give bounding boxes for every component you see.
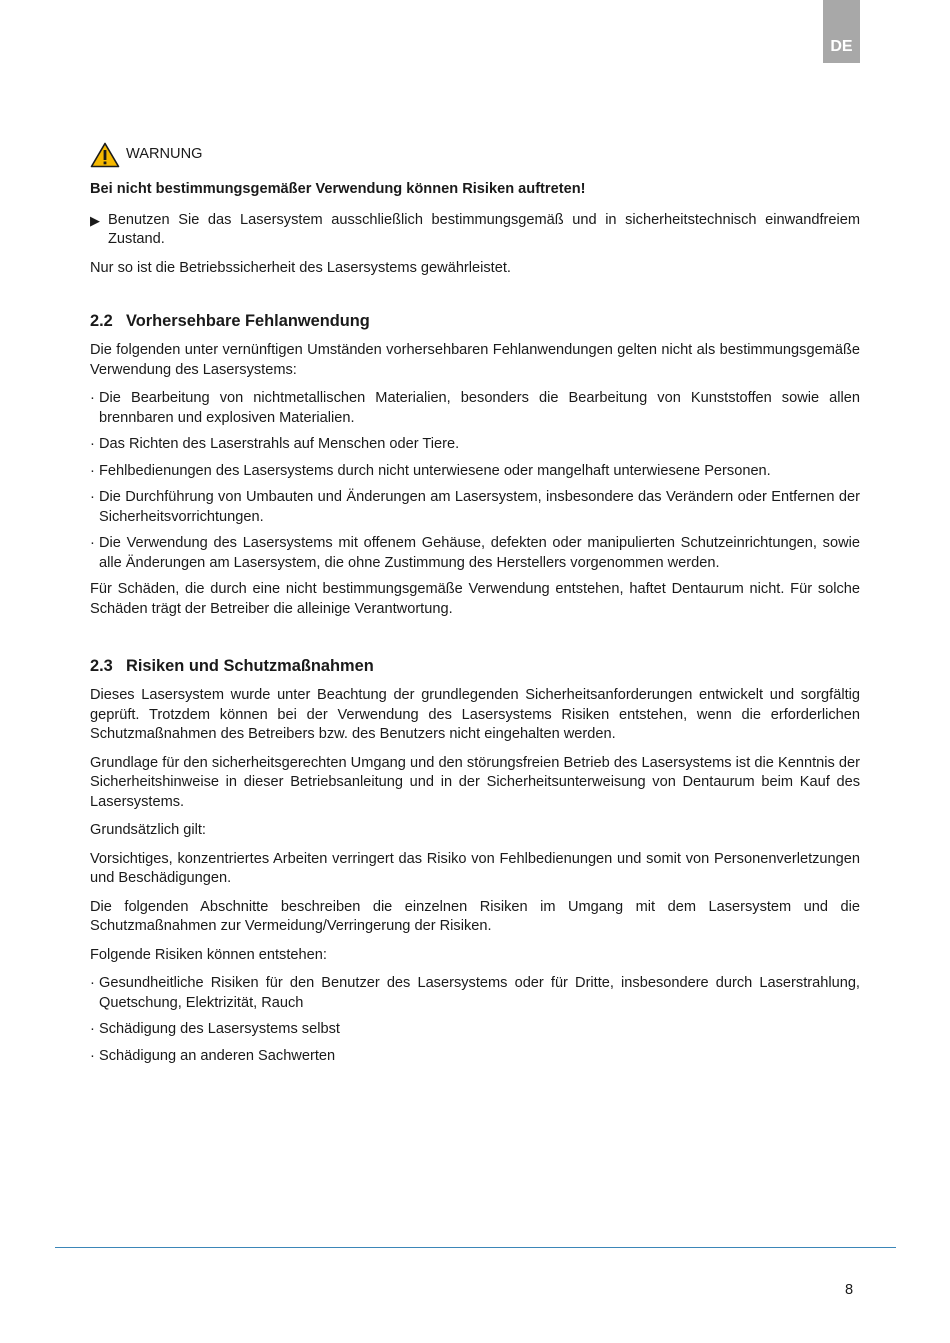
section-2-3-title: Risiken und Schutzmaßnahmen <box>126 657 374 675</box>
warning-label: WARNUNG <box>126 146 203 163</box>
triangle-right-icon: ▶ <box>90 212 100 228</box>
section-2-3-paragraph: Grundsätzlich gilt: <box>90 822 206 838</box>
warning-header <box>90 140 860 170</box>
list-item: · Fehlbedienungen des Lasersystems durch nicht unterwiesene oder mangelhaft unterwiesene Personen. <box>90 462 771 479</box>
section-2-3-paragraph: Folgende Risiken können entstehen: <box>90 946 327 963</box>
section-2-3-paragraph: Grundlage für den sicherheitsgerechten Umgang und den störungsfreien Betrieb des Lasersystems ist die Kenntnis der Sicherheitshinweise in dieser Betriebsanleitung und in der Sicherheitsunterweisung von Dentaurum beim Kauf des Lasersystems. <box>90 754 860 810</box>
section-2-3-paragraph: Vorsichtiges, konzentriertes Arbeiten verringert das Risiko von Fehlbedienungen und somit von Personenverletzungen und Beschädigungen. <box>90 850 860 886</box>
list-item: · Schädigung des Lasersystems selbst <box>90 1021 340 1037</box>
list-item: · Die Bearbeitung von nichtmetallischen Materialien, besonders die Bearbeitung von Kunststoffen sowie allen brennbaren und explosiven Materialien. <box>90 390 860 426</box>
page-content <box>90 140 860 1073</box>
list-item: · Schädigung an anderen Sachwerten <box>90 1047 336 1064</box>
list-item: · Gesundheitliche Risiken für den Benutzer des Lasersystems oder für Dritte, insbesondere durch Laserstrahlung, Quetschung, Elektrizität, Rauch <box>90 975 860 1011</box>
section-2-2-intro: Die folgenden unter vernünftigen Umständen vorhersehbaren Fehlanwendungen gelten nicht als bestimmungsgemäße Verwendung des Lasersystems: <box>90 342 860 378</box>
list-item: · Das Richten des Laserstrahls auf Menschen oder Tiere. <box>90 436 460 452</box>
warning-headline: Bei nicht bestimmungsgemäßer Verwendung können Risiken auftreten! <box>90 181 586 197</box>
section-2-3-paragraph: Dieses Lasersystem wurde unter Beachtung der grundlegenden Sicherheitsanforderungen entwickelt und sorgfältig geprüft. Trotzdem können bei der Verwendung des Lasersystems Risiken entstehen, wenn die erforderlichen Schutzmaßnahmen des Betreibers bzw. des Benutzers nicht eingehalten werden. <box>90 687 860 742</box>
section-2-2-number: 2.2 <box>90 312 113 330</box>
list-item: · Die Durchführung von Umbauten und Änderungen am Lasersystem, insbesondere das Verändern oder Entfernen der Sicherheitsvorrichtungen. <box>90 489 860 525</box>
list-item: · Die Verwendung des Lasersystems mit offenem Gehäuse, defekten oder manipulierten Schutzeinrichtungen, sowie alle Änderungen am Lasersystem, die ohne Zustimmung des Herstellers vorgenommen werden. <box>90 535 860 571</box>
section-2-2-closing: Für Schäden, die durch eine nicht bestimmungsgemäße Verwendung entstehen, haftet Dentaurum nicht. Für solche Schäden trägt der Betreiber die alleinige Verantwortung. <box>90 581 860 617</box>
language-tab-label: DE <box>830 37 853 55</box>
warning-instruction-text: Benutzen Sie das Lasersystem ausschließlich bestimmungsgemäß und in sicherheitstechnisch einwandfreiem Zustand. <box>108 211 860 247</box>
section-2-3-list <box>90 974 860 1066</box>
warning-instruction <box>90 211 860 250</box>
section-2-3-heading <box>90 655 860 677</box>
section-2-3-paragraph: Die folgenden Abschnitte beschreiben die einzelnen Risiken im Umgang mit dem Lasersystem und die Schutzmaßnahmen zur Vermeidung/Verringerung der Risiken. <box>90 898 860 934</box>
section-2-2-heading <box>90 310 860 332</box>
section-2-2-list <box>90 389 860 573</box>
section-2-2-title: Vorhersehbare Fehlanwendung <box>126 312 370 330</box>
language-tab <box>823 0 860 63</box>
section-2-3-number: 2.3 <box>90 657 113 675</box>
footer-divider <box>55 1247 896 1248</box>
page-number: 8 <box>845 1282 854 1298</box>
warning-note: Nur so ist die Betriebssicherheit des Lasersystems gewährleistet. <box>90 259 511 276</box>
warning-triangle-icon <box>90 142 120 168</box>
